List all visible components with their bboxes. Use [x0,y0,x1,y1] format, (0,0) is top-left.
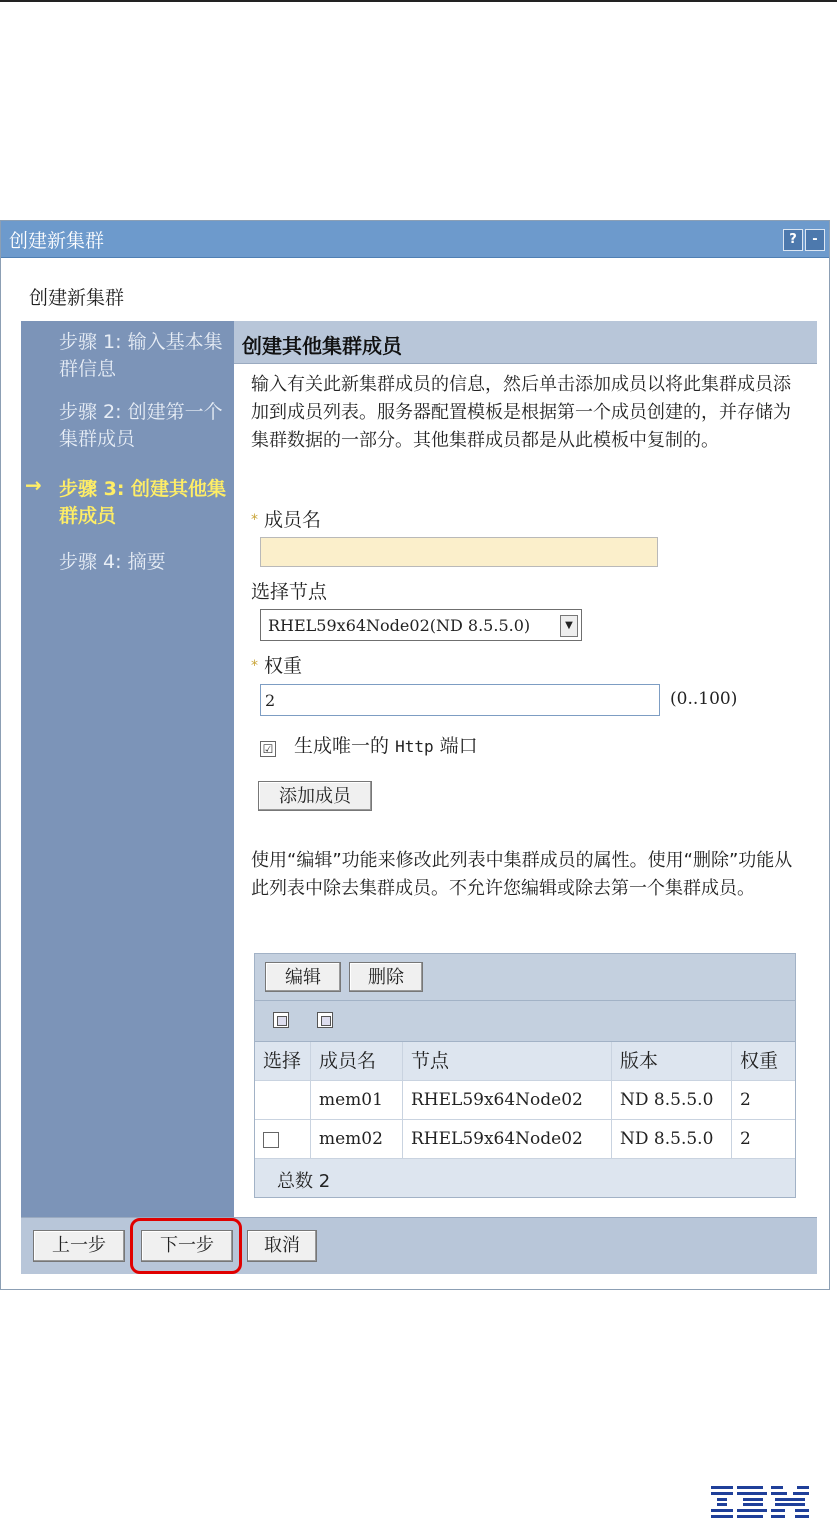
section-title: 创建其他集群成员 [242,334,402,358]
unique-http-port-row[interactable]: ☑ 生成唯一的 Http 端口 [260,731,478,758]
table-row [255,1081,795,1120]
step-2[interactable]: 步骤 2: 创建第一个集群成员 [59,401,223,450]
row-member-name: mem01 [311,1081,403,1119]
column-header-member[interactable]: 成员名 [311,1042,403,1080]
step-description: 输入有关此新集群成员的信息，然后单击添加成员以将此集群成员添加到成员列表。服务器配置模板是根据第一个成员创建的，并存储为集群数据的一部分。其他集群成员都是从此模板中复制的。 [251,374,791,451]
table-header-row [255,1042,795,1081]
required-icon: * [251,512,258,528]
list-description: 使用“编辑”功能来修改此列表中集群成员的属性。使用“删除”功能从此列表中除去集群成员。不允许您编辑或除去第一个集群成员。 [251,850,793,899]
next-button-highlight [130,1218,242,1274]
row-weight: 2 [740,1129,751,1149]
help-button[interactable]: ? [783,229,803,251]
row-weight: 2 [740,1090,751,1110]
section-header [234,321,817,364]
member-name-label: * 成员名 [251,509,322,531]
dropdown-arrow-icon[interactable]: ▼ [560,615,578,637]
column-header-weight[interactable]: 权重 [740,1050,779,1072]
window-title: 创建新集群 [9,230,105,252]
step-content [234,321,817,1217]
column-header-node[interactable]: 节点 [403,1042,612,1080]
deselect-all-icon[interactable] [317,1012,333,1028]
column-header-select: 选择 [255,1042,311,1080]
weight-value: 2 [265,691,276,710]
row-member-name: mem02 [311,1120,403,1158]
table-total: 总数 2 [277,1171,331,1192]
members-table [254,953,796,1198]
column-header-version[interactable]: 版本 [612,1042,732,1080]
weight-label: * 权重 [251,655,303,677]
row-select-cell [255,1081,311,1119]
page-title: 创建新集群 [29,287,125,309]
weight-input[interactable] [260,684,660,716]
required-icon: * [251,658,258,674]
table-row [255,1120,795,1159]
window-titlebar [1,221,829,258]
row-select-cell[interactable] [255,1120,311,1158]
row-checkbox[interactable] [263,1132,279,1148]
node-selected-value: RHEL59x64Node02(ND 8.5.5.0) [268,616,531,635]
delete-button[interactable]: 删除 [349,962,423,992]
node-label: 选择节点 [251,581,328,603]
wizard-window [0,220,830,1290]
row-node: RHEL59x64Node02 [403,1120,612,1158]
wizard-steps [21,321,233,1217]
edit-button[interactable]: 编辑 [265,962,341,992]
select-all-icon[interactable] [273,1012,289,1028]
add-member-button[interactable]: 添加成员 [258,781,372,811]
row-node: RHEL59x64Node02 [403,1081,612,1119]
top-rule [0,0,837,2]
wizard-panel [21,321,817,1273]
current-step-arrow-icon: → [25,473,42,497]
step-4[interactable]: 步骤 4: 摘要 [59,551,166,573]
row-version: ND 8.5.5.0 [612,1120,732,1158]
row-version: ND 8.5.5.0 [612,1081,732,1119]
previous-button[interactable]: 上一步 [33,1230,125,1262]
step-1[interactable]: 步骤 1: 输入基本集群信息 [59,331,223,380]
table-icon-bar [255,1001,795,1042]
next-button[interactable]: 下一步 [141,1230,233,1262]
step-3-current: 步骤 3: 创建其他集群成员 [59,478,227,527]
minimize-button[interactable]: - [805,229,825,251]
node-select[interactable] [260,609,582,641]
unique-http-checkbox[interactable]: ☑ [260,741,276,757]
cancel-button[interactable]: 取消 [247,1230,317,1262]
member-name-input[interactable] [260,537,658,567]
weight-range: (0..100) [670,689,738,709]
ibm-logo-icon [711,1486,811,1518]
table-toolbar [255,954,795,1001]
table-footer [255,1159,795,1197]
